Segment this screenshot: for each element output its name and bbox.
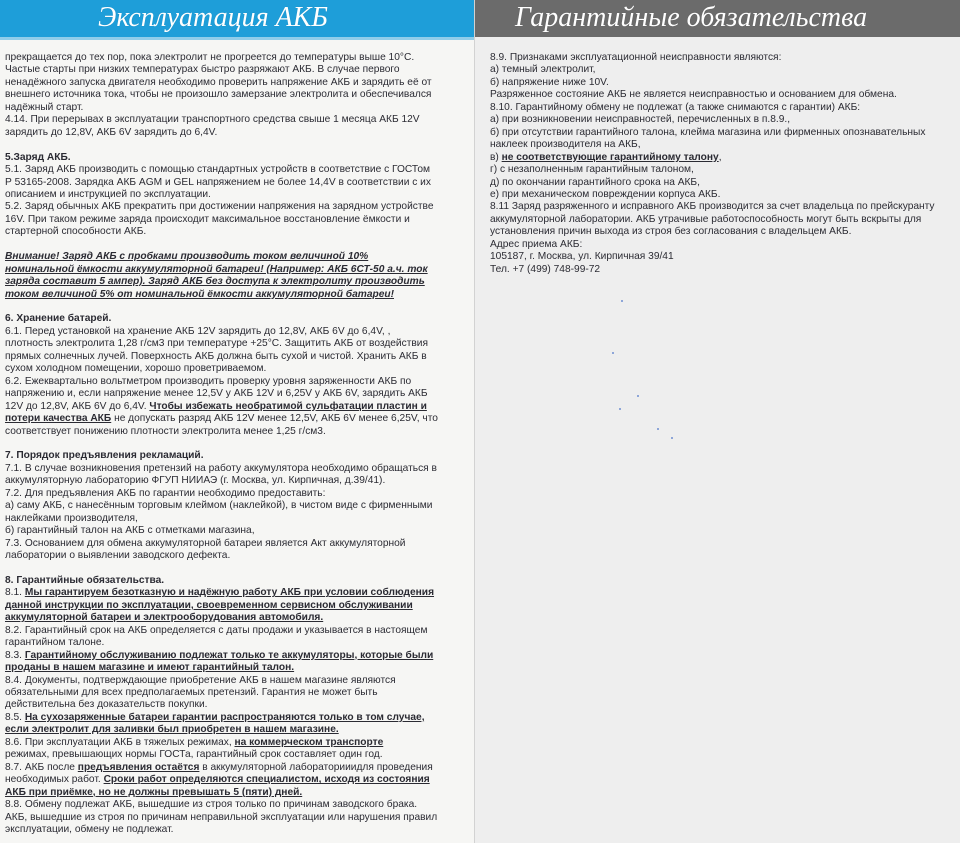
right-page-title: Гарантийные обязательства [515,2,868,33]
text-segment: установления причин выхода из строя без согласования с владельцем АКБ. [490,226,852,238]
text-segment: соответствует понижению плотности электролита менее 1,25 г/см3. [5,425,326,437]
text-segment: аккумуляторной лаборатории. АКБ утрачивые работоспособность могут быть вскрыты для [490,213,922,225]
text-segment: 8.6. При эксплуатации АКБ в тяжелых режимах, [5,736,235,748]
text-line [5,724,469,736]
text-segment: действительна без доказательств покупки. [5,699,208,711]
text-segment: ненадёжного запуска двигателя необходимо проверить напряжение АКБ и зарядить её от [5,76,432,88]
text-line [5,699,469,711]
text-segment: плотность электролита 1,28 г/см3 при температуре +25°С. Защитить АКБ от воздействия [5,338,429,350]
text-segment: б) гарантийный талон на АКБ с отметками магазина, [5,525,255,537]
text-segment: 8.8. Обмену подлежат АКБ, вышедшие из строя только по причинам заводского брака. [5,799,418,811]
text-line [5,500,469,512]
text-line [5,177,469,189]
text-line [5,114,469,126]
text-segment: не допускать разряд АКБ 12V менее 12,5V, АКБ 6V менее 6,25V, что [111,413,438,425]
text-line [5,64,469,76]
text-segment: Чтобы избежать необратимой сульфатации пластин и [149,400,427,412]
text-segment: наклеек производителя на АКБ, [490,139,641,151]
text-segment: 7.1. В случае возникновения претензий на работу аккумулятора необходимо обращаться в [5,462,437,474]
text-segment: 8.9. Признаками эксплуатационной неисправности являются: [490,52,782,63]
text-segment: током величиной 5% от номинальной ёмкости аккумуляторной батареи! [5,288,394,300]
text-segment: 6.1. Перед установкой на хранение АКБ 12V зарядить до 12,8V, АКБ 6V до 6,4V, , [5,325,391,337]
text-line [5,102,469,114]
text-segment: прямых солнечных лучей. Поверхность АКБ должна быть сухой и чистой. Хранить АКБ в [5,350,427,362]
text-line [5,164,469,176]
text-segment: обязательными для всех предполагаемых претензий. Гарантия не может быть [5,687,378,699]
text-segment: надёжный старт. [5,101,84,113]
text-line [5,575,469,587]
text-segment: АКБ при приёмке, но не должны превышать 5 (пяти) дней. [5,786,303,798]
text-segment: 8.11 Заряд разряженного и исправного АКБ производится за счет владельца по прейскуранту [490,201,935,213]
text-segment: необходимых работ. [5,774,104,786]
text-segment: 8. Гарантийные обязательства. [5,574,165,586]
text-segment: 7.2. Для предъявления АКБ по гарантии необходимо предоставить: [5,487,326,499]
text-segment: аккумуляторную лабораторию ФГУП НИИАЭ (г. Москва, ул. Кирпичная, д.39/41). [5,475,386,487]
text-line [5,276,469,288]
text-line [5,89,469,101]
text-line [5,214,469,226]
text-segment: Адрес приема АКБ: [490,238,583,250]
text-line [490,89,956,101]
text-line [5,550,469,562]
text-line [490,139,956,151]
text-segment: б) напряжение ниже 10V. [490,76,609,88]
text-segment: режимах, превышающих нормы ГОСТа, гарантийный срок составляет один год. [5,749,383,761]
text-line [5,413,469,425]
ink-speck [621,300,623,302]
text-segment: Гарантийному обслуживанию подлежат только те аккумуляторы, которые были [24,649,434,661]
text-segment: зарядить до 12,8V, АКБ 6V зарядить до 6,4V. [5,126,218,138]
text-line [5,426,469,438]
text-segment: не соответствующие гарантийному талону [501,151,719,163]
text-line [5,251,469,263]
text-segment: Разряженное состояние АКБ не является неисправностью и основанием для обмена. [490,89,897,101]
text-segment: АКБ, вышедшие из строя по причинам неправильной эксплуатации или нарушения правил [5,811,438,823]
text-line [5,600,469,612]
text-segment: 5.Заряд АКБ. [5,151,71,163]
text-line [490,214,956,226]
text-segment: На сухозаряженные батареи гарантии распространяются только в том случае, [24,711,425,723]
text-line [5,513,469,525]
text-segment: 7.3. Основанием для обмена аккумуляторной батареи является Акт аккумуляторной [5,537,406,549]
text-line [5,189,469,201]
text-segment: а) темный электролит, [490,64,596,76]
text-segment: аккумуляторной батареи и электрооборудования автомобиля. [5,612,324,624]
blank-line [5,563,469,575]
text-line [490,239,956,251]
blank-line [5,438,469,450]
text-line [5,152,469,164]
text-segment: 8.5. [5,711,25,723]
text-line [5,712,469,724]
text-line [490,226,956,238]
ink-speck [671,437,673,439]
text-line [490,152,956,164]
ink-speck [612,352,614,354]
text-segment: 8.7. АКБ после [5,761,78,773]
text-line [5,799,469,811]
text-segment: описанием и инструкцией по эксплуатации. [5,188,211,200]
text-line [5,77,469,89]
text-segment: 8.3. [5,649,25,661]
text-segment: е) при механическом повреждении корпуса АКБ. [490,188,721,200]
text-segment: гарантийном талоне. [5,637,105,649]
text-segment: в) [490,151,502,163]
left-text-column [5,52,469,836]
text-line [5,226,469,238]
text-line [5,812,469,824]
text-segment: 12V до 12,8V, АКБ 6V до 6,4V. [5,400,150,412]
text-segment: Тел. +7 (499) 748-99-72 [490,263,601,275]
text-segment: прекращается до тех пор, пока электролит не прогреется до температуры выше 10°С. [5,52,415,63]
text-line [5,264,469,276]
text-line [5,749,469,761]
text-segment: 8.10. Гарантийному обмену не подлежат (а также снимаются с гарантии) АКБ: [490,101,861,113]
text-line [490,102,956,114]
text-line [490,177,956,189]
text-line [5,326,469,338]
left-page-title: Эксплуатация АКБ [98,2,328,33]
text-line [5,787,469,799]
text-segment: на коммерческом транспорте [234,736,384,748]
text-segment: б) при отсутствии гарантийного талона, клейма магазина или фирменных опознавательных [490,126,926,138]
text-segment: 4.14. При перерывах в эксплуатации транспортного средства свыше 1 месяца АКБ 12V [5,114,420,126]
text-line [5,376,469,388]
text-segment: а) саму АКБ, с нанесённым торговым клеймом (наклейкой), в чистом виде с фирменными [5,500,433,512]
text-segment: 105187, г. Москва, ул. Кирпичная 39/41 [490,251,674,263]
text-segment: 7. Порядок предъявления рекламаций. [5,450,204,462]
text-line [5,587,469,599]
text-line [5,388,469,400]
text-line [490,77,956,89]
blank-line [5,139,469,151]
left-page [0,0,475,843]
text-line [5,687,469,699]
right-title-banner [475,0,960,37]
text-line [5,127,469,139]
text-segment: Р 53165-2008. Зарядка АКБ AGM и GEL напряжением не более 14,4V в соответствии с их [5,176,431,188]
text-segment: эксплуатации, обмену не подлежат. [5,824,174,836]
text-line [5,774,469,786]
right-text-column [490,52,956,276]
text-segment: Мы гарантируем безотказную и надёжную работу АКБ при условии соблюдения [24,587,435,599]
text-segment: лаборатории о выявлении заводского дефекта. [5,550,231,562]
text-line [5,475,469,487]
ink-speck [619,408,621,410]
blank-line [5,239,469,251]
text-line [5,662,469,674]
text-segment: данной инструкции по эксплуатации, своевременном сервисном обслуживании [5,599,413,611]
ink-speck [637,395,639,397]
text-line [5,351,469,363]
text-line [5,450,469,462]
text-line [5,313,469,325]
text-line [5,463,469,475]
text-segment: 5.1. Заряд АКБ производить с помощью стандартных устройств в соответствие с ГОСТом [5,164,431,176]
text-line [490,251,956,263]
text-segment: проданы в нашем магазине и имеют гарантийный талон. [5,662,295,674]
text-segment: г) с незаполненным гарантийным талоном, [490,164,694,176]
text-segment: потери качества АКБ [5,413,112,425]
text-segment: 5.2. Заряд обычных АКБ прекратить при достижении напряжения на зарядном устройстве [5,201,434,213]
text-line [5,612,469,624]
text-segment: , [718,151,722,163]
text-line [5,650,469,662]
text-line [5,338,469,350]
text-line [5,538,469,550]
text-segment: сухом холодном помещении, хорошо проветриваемом. [5,363,267,375]
text-segment: Внимание! Заряд АКБ с пробками производить током величиной 10% [5,251,369,263]
text-segment: если электролит для заливки был приобретен в нашем магазине. [5,724,339,736]
text-line [5,637,469,649]
text-line [5,625,469,637]
text-line [5,401,469,413]
text-line [5,289,469,301]
text-segment: 8.2. Гарантийный срок на АКБ определяется с даты продажи и указывается в настоящем [5,624,428,636]
text-line [490,52,956,64]
text-segment: 6. Хранение батарей. [5,313,112,325]
text-segment: наклейками производителя, [5,512,138,524]
text-line [5,52,469,64]
text-line [5,824,469,836]
blank-line [5,301,469,313]
text-line [490,189,956,201]
ink-speck [657,428,659,430]
text-line [5,737,469,749]
text-line [5,201,469,213]
left-title-banner [0,0,474,37]
text-line [490,114,956,126]
text-line [5,488,469,500]
text-segment: 8.1. [5,587,25,599]
text-segment: внешнего источника тока, чтобы не произошло замерзание электролита и обеспечивался [5,89,432,101]
text-segment: 6.2. Ежеквартально вольтметром производить проверку уровня заряженности АКБ по [5,375,412,387]
text-line [5,525,469,537]
text-line [5,675,469,687]
text-line [5,363,469,375]
text-segment: стартерной способности АКБ. [5,226,147,238]
text-segment: Частые старты при низких температурах быстро разряжают АКБ. В случае первого [5,64,400,76]
text-segment: Сроки работ определяются специалистом, исходя из состояния [103,774,430,786]
text-segment: номинальной ёмкости аккумуляторной батареи! (Например: АКБ 6СТ-50 а.ч. ток [5,263,428,275]
text-segment: 8.4. Документы, подтверждающие приобретение АКБ в нашем магазине являются [5,674,396,686]
text-segment: напряжению и, если напряжение менее 12,5V у АКБ 12V и 6,25V у АКБ 6V, зарядить АКБ [5,388,428,400]
text-segment: 16V. При таком режиме заряда происходит максимальное восстановление ёмкости и [5,213,410,225]
text-segment: а) при возникновении неисправностей, перечисленных в п.8.9., [490,114,791,126]
right-page [475,0,960,843]
text-segment: в аккумуляторной лабораторииидля проведения [199,761,433,773]
text-line [490,164,956,176]
text-segment: д) по окончании гарантийного срока на АКБ, [490,176,700,188]
text-segment: заряда составит 5 ампер). Заряд АКБ без доступа к электролиту производить [5,276,425,288]
text-line [490,201,956,213]
text-line [490,264,956,276]
text-line [490,64,956,76]
text-line [490,127,956,139]
text-line [5,762,469,774]
text-segment: предъявления остаётся [77,761,200,773]
